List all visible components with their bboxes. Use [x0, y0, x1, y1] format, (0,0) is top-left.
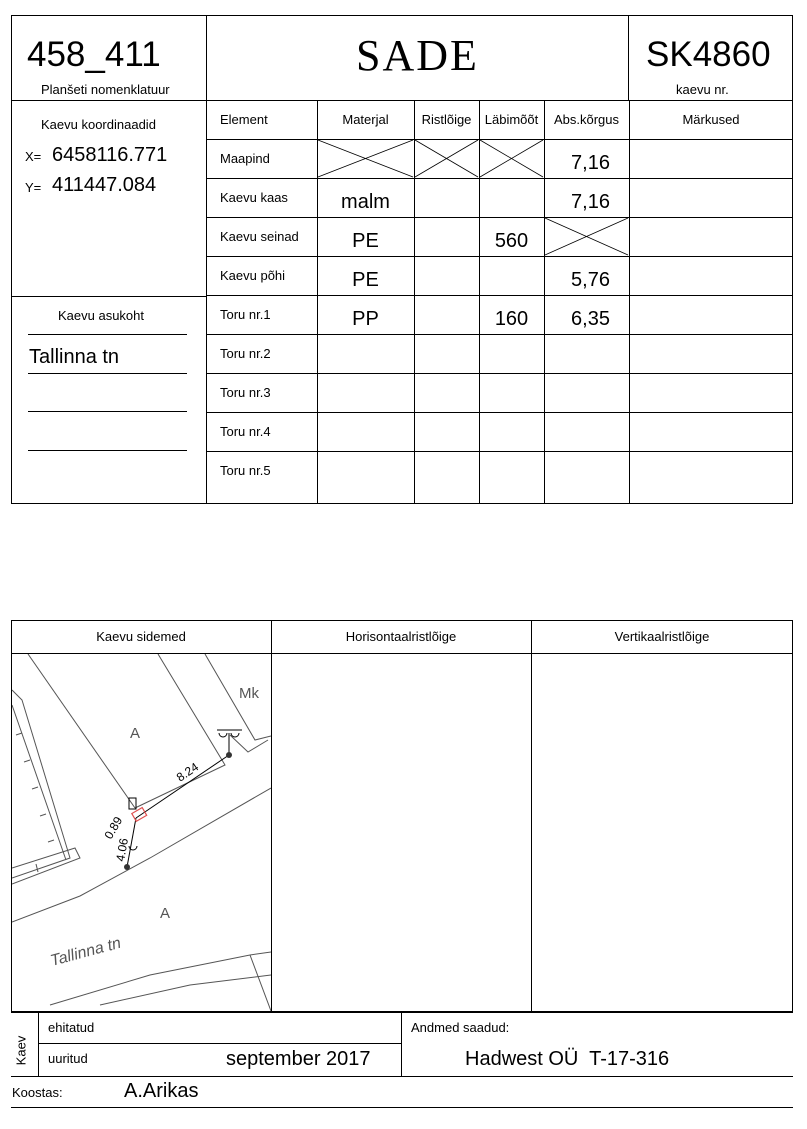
map-label-mk: Mk	[239, 685, 259, 702]
well-label: kaevu nr.	[676, 82, 729, 97]
divider	[401, 1012, 402, 1076]
table-header: Element	[220, 112, 268, 127]
table-header: Materjal	[342, 112, 389, 127]
table-row-label: Toru nr.3	[220, 385, 271, 400]
table-cell-elevation: 7,16	[571, 151, 610, 174]
table-row-label: Toru nr.5	[220, 463, 271, 478]
divider	[11, 1107, 793, 1108]
divider	[11, 1012, 793, 1013]
table-cell-diameter: 160	[494, 307, 529, 330]
table-cell-material: malm	[341, 190, 390, 213]
location-label: Kaevu asukoht	[58, 308, 145, 323]
survey-date: september 2017	[226, 1048, 371, 1070]
table-header: Abs.kõrgus	[553, 112, 620, 127]
coordinates-label: Kaevu koordinaadid	[41, 117, 156, 132]
section-title-horizontal: Horisontaalristlõige	[345, 629, 457, 644]
table-cell-diameter: 560	[494, 229, 529, 252]
author-label: Koostas:	[12, 1085, 63, 1100]
divider	[38, 1043, 401, 1044]
table-row-label: Toru nr.1	[220, 307, 271, 322]
section-title-links: Kaevu sidemed	[96, 629, 186, 644]
y-prefix: Y=	[25, 180, 42, 195]
map-label-a: A	[160, 905, 171, 922]
data-source-value: Hadwest OÜ T-17-316	[465, 1048, 670, 1070]
sheet-number: 458_411	[27, 35, 161, 74]
table-cell-material: PP	[352, 307, 379, 330]
table-cell-elevation: 6,35	[571, 307, 610, 330]
table-row-label: Kaevu seinad	[220, 229, 299, 244]
map-label-a: A	[130, 725, 141, 742]
table-cell-material: PE	[352, 229, 379, 252]
table-row-label: Toru nr.4	[220, 424, 271, 439]
divider	[38, 1012, 39, 1076]
table-header: Ristlõige	[421, 112, 472, 127]
table-row-label: Maapind	[220, 151, 270, 166]
author-name: A.Arikas	[124, 1080, 199, 1102]
sheet-label: Planšeti nomenklatuur	[41, 82, 170, 97]
table-row-label: Kaevu põhi	[220, 268, 286, 283]
well-marker	[132, 808, 147, 822]
table-row-label: Kaevu kaas	[220, 190, 288, 205]
surveyed-label: uuritud	[48, 1051, 88, 1066]
location-street: Tallinna tn	[29, 346, 120, 368]
table-cell-elevation: 5,76	[571, 268, 610, 291]
x-coordinate: 6458116.771	[52, 144, 168, 166]
section-title-vertical: Vertikaalristlõige	[614, 629, 710, 644]
x-prefix: X=	[25, 149, 42, 164]
table-header: Märkused	[682, 112, 740, 127]
divider	[11, 1076, 793, 1077]
dimension-label: 8.24	[173, 759, 202, 785]
y-coordinate: 411447.084	[52, 174, 157, 196]
table-row-label: Toru nr.2	[220, 346, 271, 361]
document-title: SADE	[356, 31, 479, 80]
dimension-label: 0.89	[101, 814, 126, 842]
table-cell-elevation: 7,16	[571, 190, 610, 213]
built-label: ehitatud	[48, 1020, 95, 1035]
dimension-label: 4.06	[113, 837, 132, 863]
map-street-label: Tallinna tn	[48, 934, 123, 970]
table-header: Läbimõõt	[484, 112, 539, 127]
footer-vertical-label: Kaev	[13, 1035, 29, 1066]
data-source-label: Andmed saadud:	[411, 1020, 510, 1035]
well-id: SK4860	[646, 35, 771, 74]
table-cell-material: PE	[352, 268, 379, 291]
